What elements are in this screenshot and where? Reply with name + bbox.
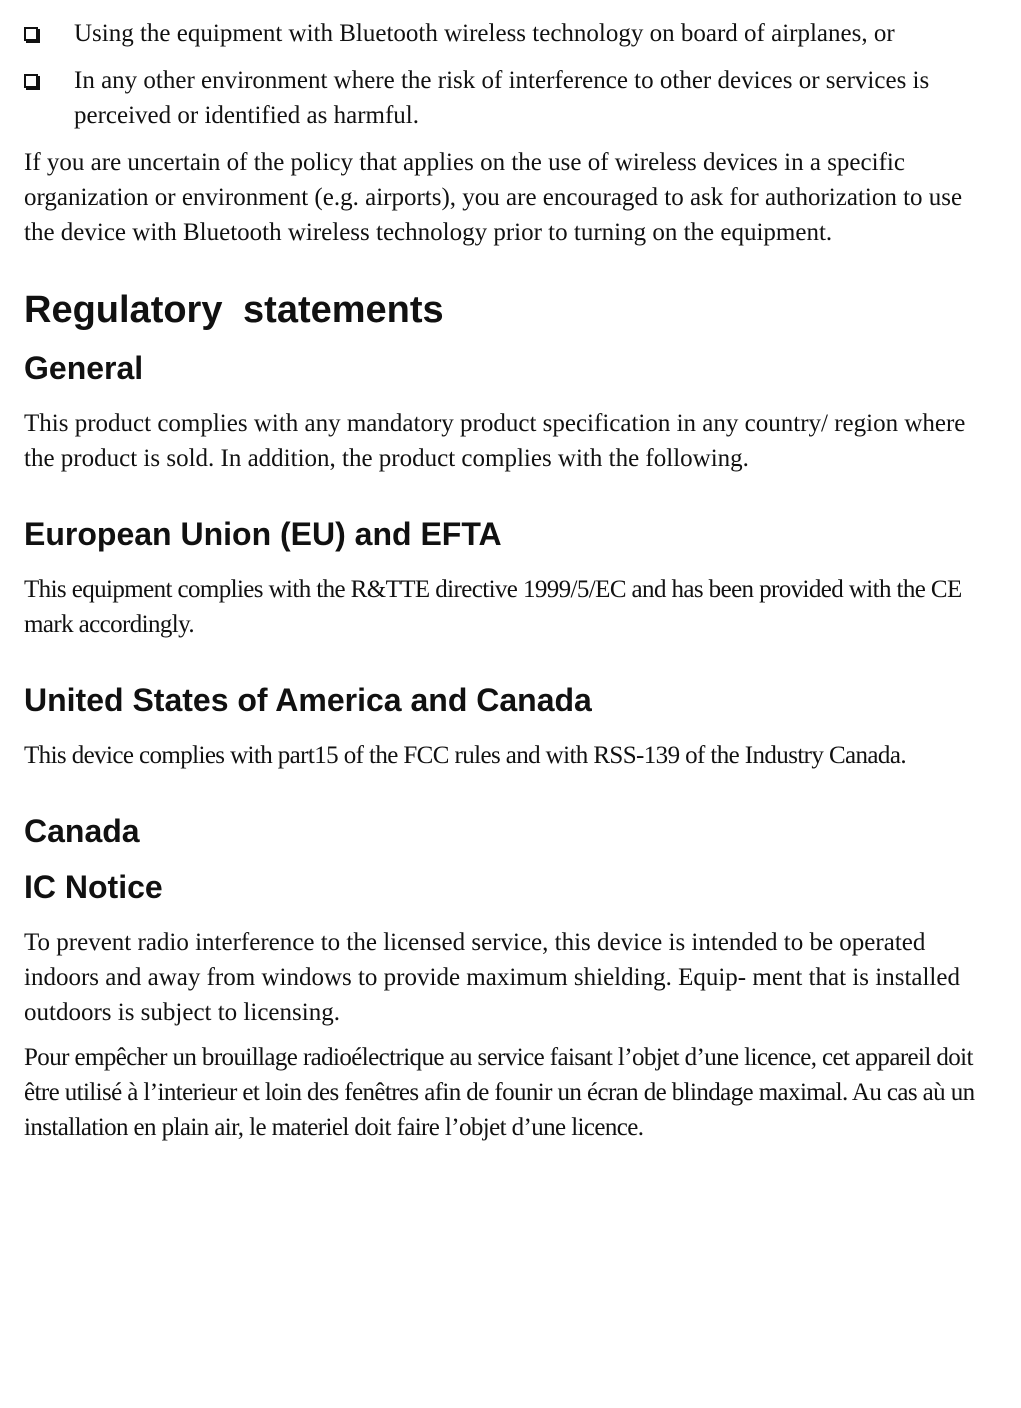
bullet-text: Using the equipment with Bluetooth wireless technology on board of airplanes, or	[74, 20, 895, 47]
ic-notice-paragraph-fr: Pour empêcher un brouillage radioélectrique au service faisant l’objet d’une licence, cet appareil doit être utilisé à l’interieur et loin des fenêtres afin de founir un écran de blindage maximal. Au cas aù un installation en plain air, le materiel doit faire l’objet d’une licence.	[24, 1044, 975, 1141]
heading-usa-canada: United States of America and Canada	[24, 682, 592, 718]
general-paragraph: This product complies with any mandatory product specification in any country/ region where the product is sold. In addition, the product complies with the following.	[24, 410, 966, 472]
heading-ic-notice: IC Notice	[24, 869, 163, 905]
eu-paragraph: This equipment complies with the R&TTE directive 1999/5/EC and has been provided with the CE mark accordingly.	[24, 576, 962, 638]
bullet-item	[24, 16, 984, 51]
bullet-item	[24, 63, 984, 133]
heading-canada: Canada	[24, 813, 140, 849]
heading-eu-efta: European Union (EU) and EFTA	[24, 516, 502, 552]
checkbox-bullet-icon	[24, 27, 38, 41]
document-content	[24, 16, 984, 1145]
heading-general: General	[24, 350, 144, 386]
intro-paragraph: If you are uncertain of the policy that applies on the use of wireless devices in a specific organization or environment (e.g. airports), you are encouraged to ask for authorization to use the device with Bluetooth wireless technology prior to turning on the equipment.	[24, 149, 963, 246]
ic-notice-paragraph-en: To prevent radio interference to the licensed service, this device is intended to be operated indoors and away from windows to provide maximum shielding. Equip- ment that is installed outdoors is subject to licensing.	[24, 929, 960, 1026]
usa-canada-paragraph: This device complies with part15 of the FCC rules and with RSS-139 of the Industry Canada.	[24, 742, 906, 769]
checkbox-bullet-icon	[24, 74, 38, 88]
bullet-text: In any other environment where the risk of interference to other devices or services is perceived or identified as harmful.	[74, 67, 930, 129]
section-title: Regulatory statements	[24, 289, 444, 331]
